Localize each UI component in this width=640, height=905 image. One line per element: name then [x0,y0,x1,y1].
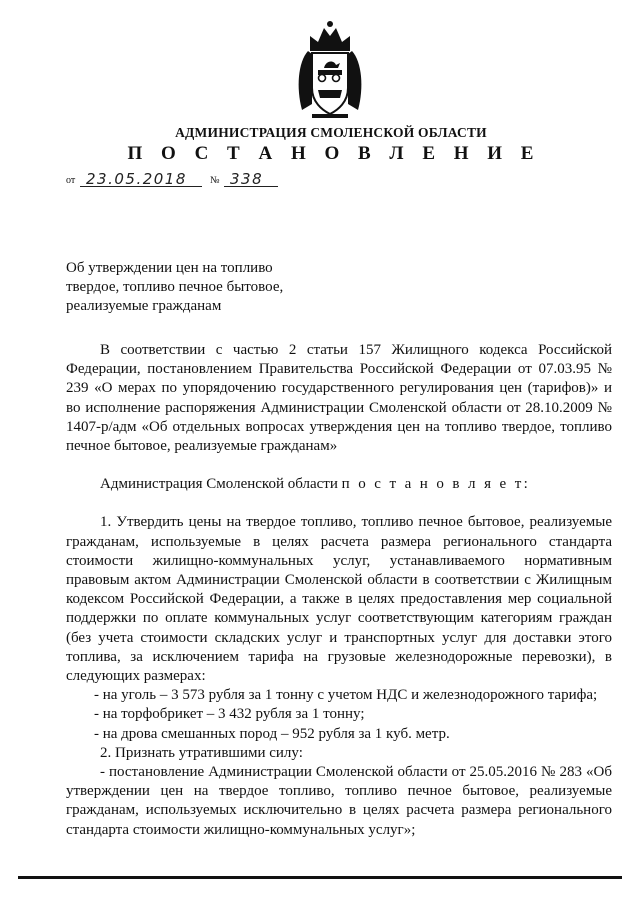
organization-name: АДМИНИСТРАЦИЯ СМОЛЕНСКОЙ ОБЛАСТИ [175,125,487,140]
item-2-paragraph: 2. Признать утратившими силу: [100,744,303,761]
preamble-paragraph: В соответствии с частью 2 статьи 157 Жилищного кодекса Российской Федерации, постановлением Правительства Российской Федерации от 07.03.95 № 239 «О мерах по упорядочению государственного регулирования цен (тарифов)» и во исполнение распоряжения Администрации Смоленской области от 28.10.2009 № 1407-р/адм «Об отдельных вопросах утверждения цен на топливо твердое, топливо печное бытовое, реализуемые гражданам» [66,342,612,455]
price-item-firewood: - на дрова смешанных пород – 952 рубля за 1 куб. метр. [94,725,450,742]
page-bottom-rule [18,876,622,879]
document-subject: Об утверждении цен на топливо твердое, топливо печное бытовое, реализуемые гражданам [66,260,284,314]
resolve-lead: Администрация Смоленской области [100,476,338,493]
document-type: П О С Т А Н О В Л Е Н И Е [127,143,541,164]
price-item-coal: - на уголь – 3 573 рубля за 1 тонну с учетом НДС и железнодорожного тарифа; [94,687,598,704]
handwritten-date: 23.05.2018 [86,170,187,188]
document-body [66,341,612,840]
resolve-verb: п о с т а н о в л я е т: [341,476,531,493]
registration-line [66,168,326,190]
number-label: № [210,175,220,186]
handwritten-number: 338 [230,170,264,188]
date-label: от [66,175,76,186]
smolensk-coat-of-arms-icon [292,18,368,122]
price-item-peat: - на торфобрикет – 3 432 рубля за 1 тонну; [94,706,365,723]
item-2-subitem: - постановление Администрации Смоленской области от 25.05.2016 № 283 «Об утверждении цен на твердое топливо, топливо печное бытовое, реализуемые гражданам, используемых исключительно в целях расчета размера регионального стандарта стоимости жилищно-коммунальных услуг»; [66,764,612,838]
item-1-paragraph: 1. Утвердить цены на твердое топливо, топливо печное бытовое, реализуемые гражданам, используемые в целях расчета размера регионального стандарта стоимости жилищно-коммунальных услуг, устанавливаемого нормативным правовым актом Администрации Смоленской области в соответствии с Жилищным кодексом Российской Федерации, а также в целях предоставления мер социальной поддержки по оплате коммунальных услуг соответствующим категориям граждан (без учета стоимости складских услуг и транспортных услуг для доставки этого топлива, за исключением тарифа на грузовые железнодорожные перевозки), в следующих размерах: [66,514,612,685]
resolve-paragraph [66,475,612,494]
